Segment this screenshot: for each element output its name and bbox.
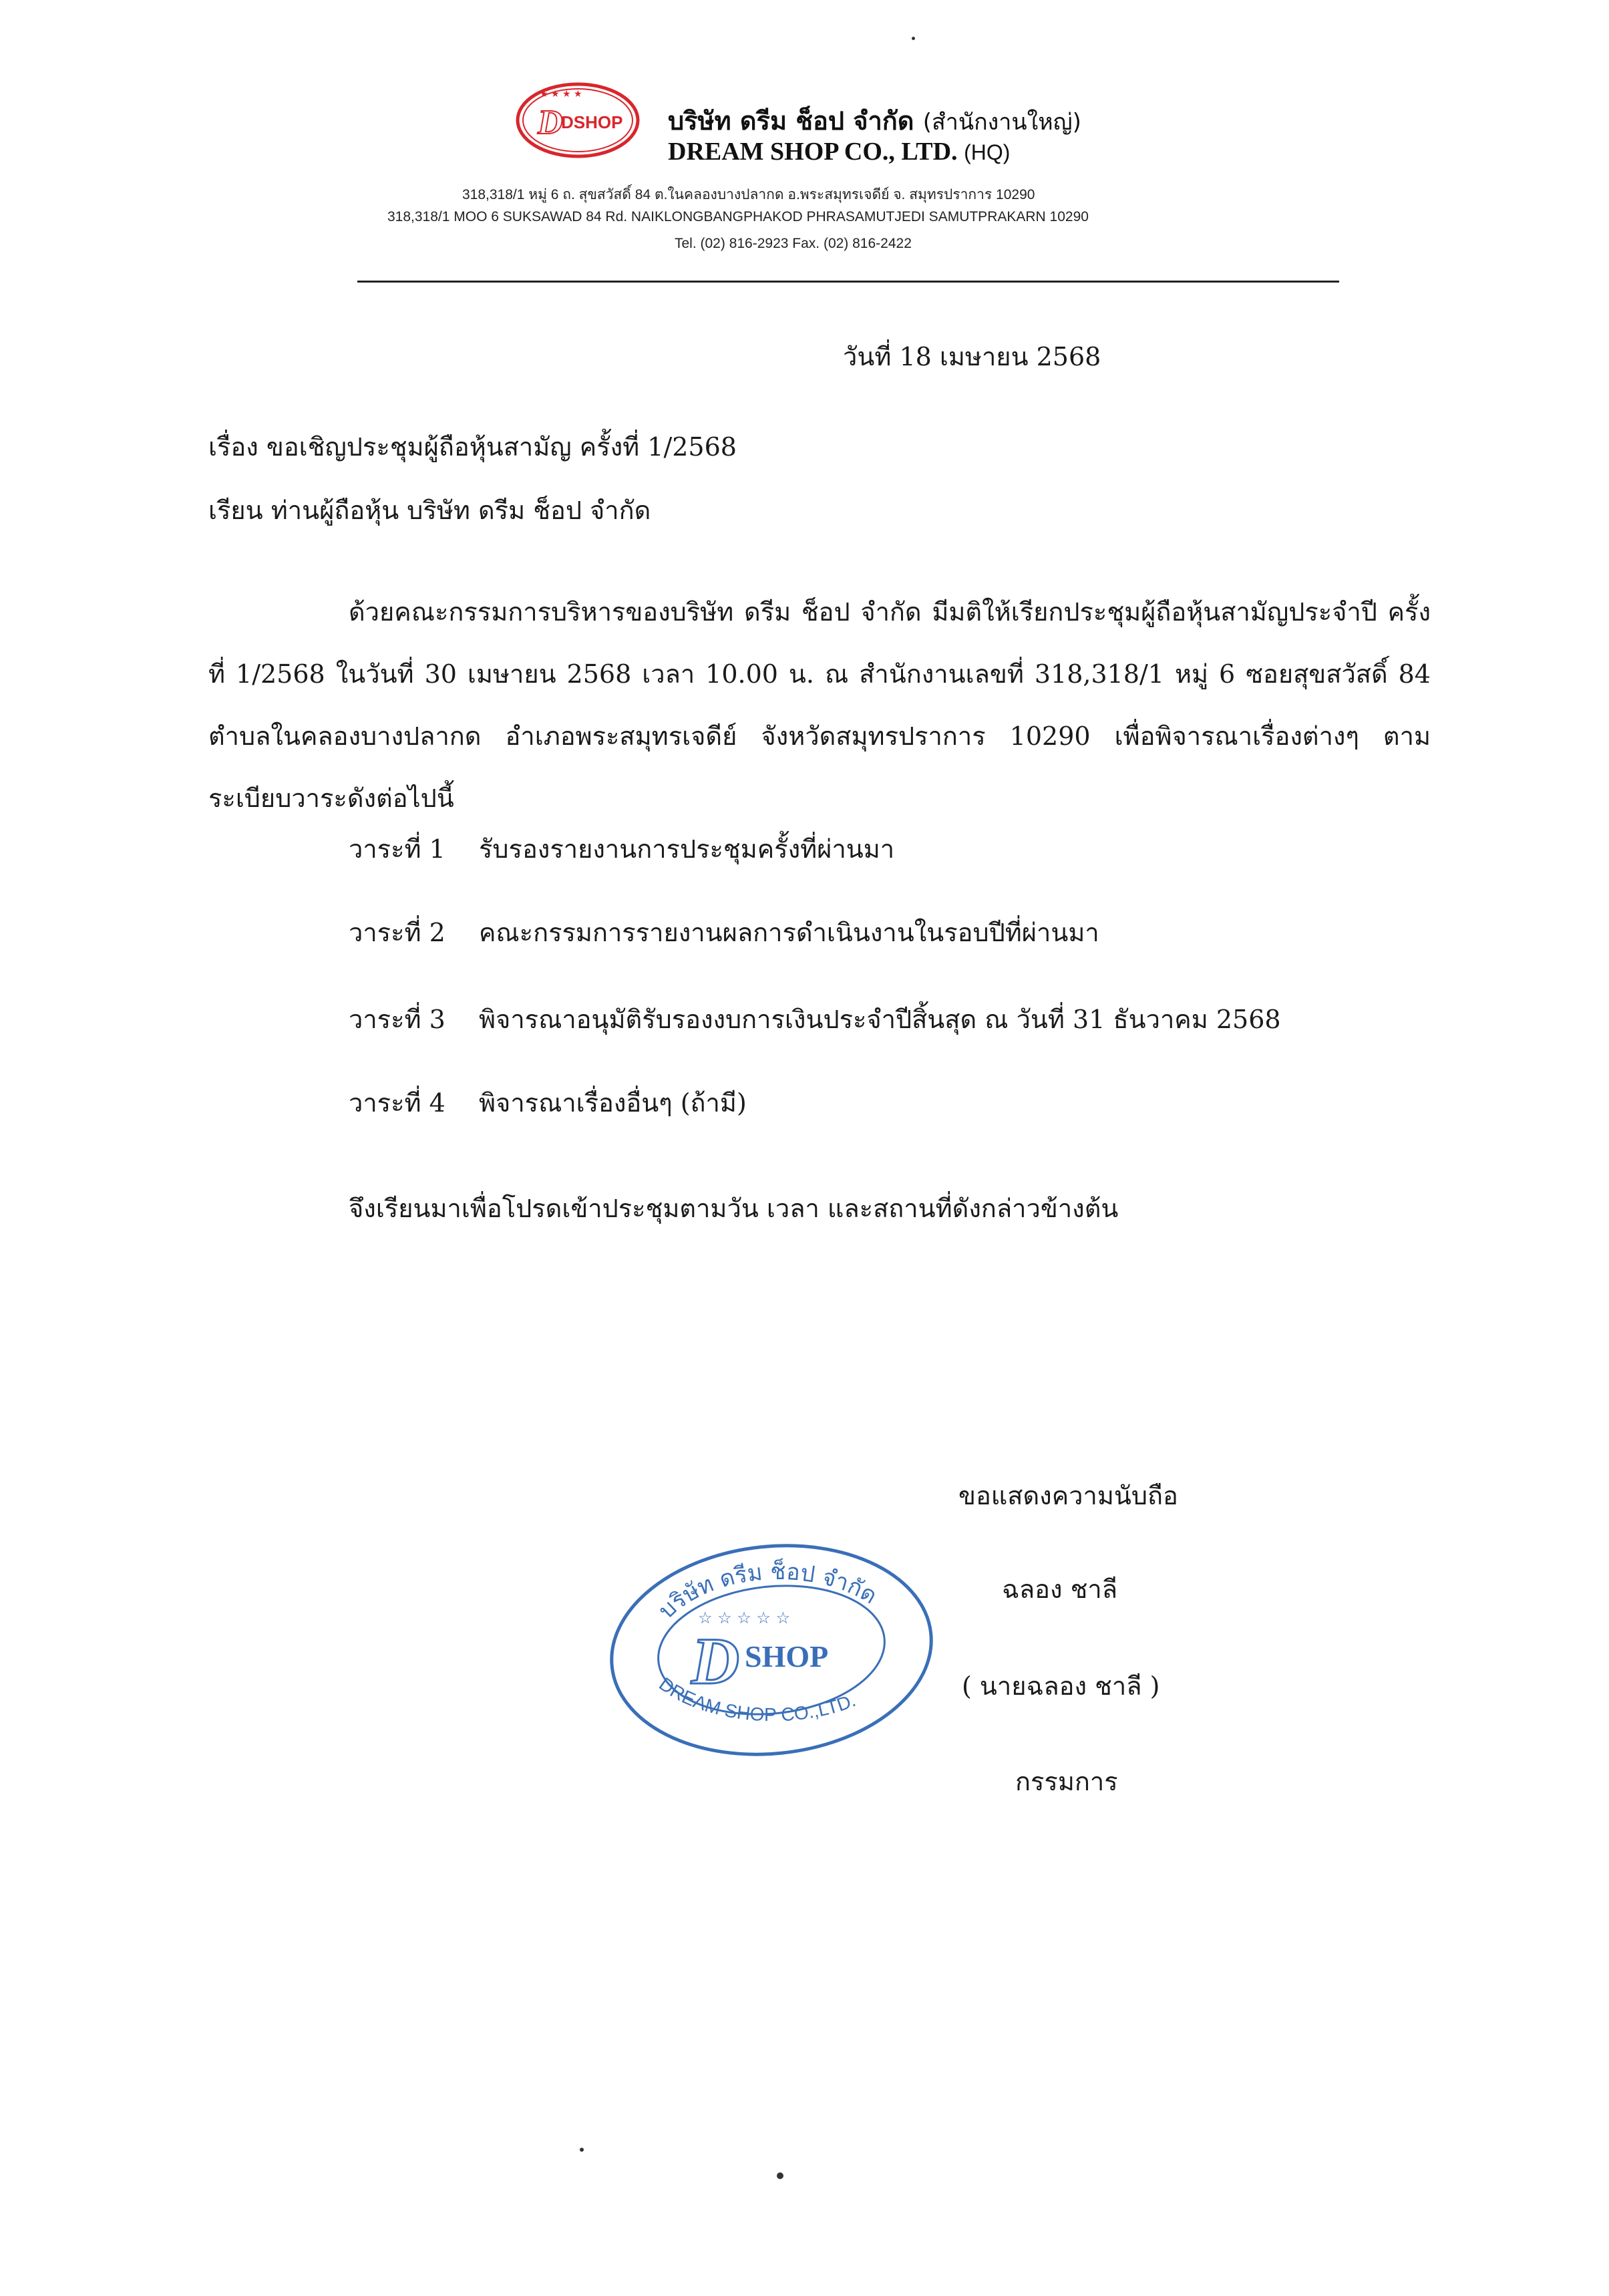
agenda-text: พิจารณาอนุมัติรับรองงบการเงินประจำปีสิ้นสุด ณ วันที่ 31 ธันวาคม 2568 [479, 1005, 1281, 1034]
signatory-position: กรรมการ [1015, 1767, 1118, 1796]
agenda-item [349, 1082, 747, 1123]
letterhead-divider [357, 281, 1339, 283]
stamp-bottom-text: DREAM SHOP CO.,LTD. [655, 1673, 859, 1726]
agenda-item [349, 828, 894, 869]
agenda-number: วาระที่ 1 [349, 834, 445, 864]
scan-speck [777, 2172, 783, 2179]
agenda-number: วาระที่ 4 [349, 1088, 445, 1118]
regards-line: ขอแสดงความนับถือ [958, 1481, 1178, 1510]
letter-subject: เรื่อง ขอเชิญประชุมผู้ถือหุ้นสามัญ ครั้งที่ 1/2568 [208, 432, 737, 462]
company-hq-english: (HQ) [964, 140, 1011, 164]
letter-recipient: เรียน ท่านผู้ถือหุ้น บริษัท ดรีม ช็อป จำกัด [208, 496, 651, 525]
logo-text: DSHOP [561, 112, 623, 132]
company-hq-thai: (สำนักงานใหญ่) [922, 109, 1081, 136]
scan-speck [912, 37, 915, 40]
stamp-logo-text: SHOP [745, 1639, 829, 1673]
body-paragraph-text: ด้วยคณะกรรมการบริหารของบริษัท ดรีม ช็อป จำกัด มีมติให้เรียกประชุมผู้ถือหุ้นสามัญประจำปี ครั้งที่ 1/2568 ในวันที่ 30 เมษายน 2568 เวลา 10.00 น. ณ สำนักงานเลขที่ 318,318/1 หมู่ 6 ซอยสุขสวัสดิ์ 84 ตำบลในคลองบางปลากด อำเภอพระสมุทรเจดีย์ จังหวัดสมุทรปราการ 10290 เพื่อพิจารณาเรื่องต่างๆ ตามระเบียบวาระดังต่อไปนี้ [208, 597, 1431, 813]
agenda-text: พิจารณาเรื่องอื่นๆ (ถ้ามี) [479, 1088, 747, 1118]
closing-sentence: จึงเรียนมาเพื่อโปรดเข้าประชุมตามวัน เวลา และสถานที่ดังกล่าวข้างต้น [349, 1194, 1119, 1223]
svg-text:☆ ☆ ☆ ☆ ☆: ☆ ☆ ☆ ☆ ☆ [698, 1609, 791, 1627]
agenda-text: รับรองรายงานการประชุมครั้งที่ผ่านมา [479, 834, 895, 864]
svg-text:D: D [538, 104, 563, 142]
agenda-item [349, 999, 1281, 1039]
company-name-thai [668, 100, 1081, 141]
signed-name: ฉลอง ชาลี [1002, 1575, 1118, 1604]
address-english: 318,318/1 MOO 6 SUKSAWAD 84 Rd. NAIKLONGBANGPHAKOD PHRASAMUTJEDI SAMUTPRAKARN 10290 [387, 209, 1089, 224]
contact-numbers: Tel. (02) 816-2923 Fax. (02) 816-2422 [675, 236, 912, 251]
agenda-number: วาระที่ 2 [349, 918, 445, 947]
agenda-item [349, 912, 1099, 953]
letter-date: วันที่ 18 เมษายน 2568 [843, 342, 1101, 371]
company-name-english [668, 137, 1010, 166]
signatory-full-name: ( นายฉลอง ชาลี ) [962, 1671, 1160, 1701]
body-paragraph [208, 581, 1431, 830]
company-logo [514, 80, 641, 160]
svg-text:★ ★ ★ ★: ★ ★ ★ ★ [540, 89, 582, 100]
company-name-thai-text: บริษัท ดรีม ช็อป จำกัด [668, 106, 914, 136]
svg-text:D: D [691, 1624, 740, 1698]
company-name-english-text: DREAM SHOP CO., LTD. [668, 138, 958, 166]
agenda-text: คณะกรรมการรายงานผลการดำเนินงานในรอบปีที่ผ่านมา [479, 918, 1099, 947]
company-stamp [604, 1540, 938, 1760]
agenda-number: วาระที่ 3 [349, 1005, 445, 1034]
address-thai: 318,318/1 หมู่ 6 ถ. สุขสวัสดิ์ 84 ต.ในคลองบางปลากด อ.พระสมุทรเจดีย์ จ. สมุทรปราการ 10290 [462, 187, 1035, 202]
scan-speck [580, 2148, 584, 2152]
stamp-top-text: บริษัท ดรีม ช็อป จำกัด [653, 1558, 882, 1625]
